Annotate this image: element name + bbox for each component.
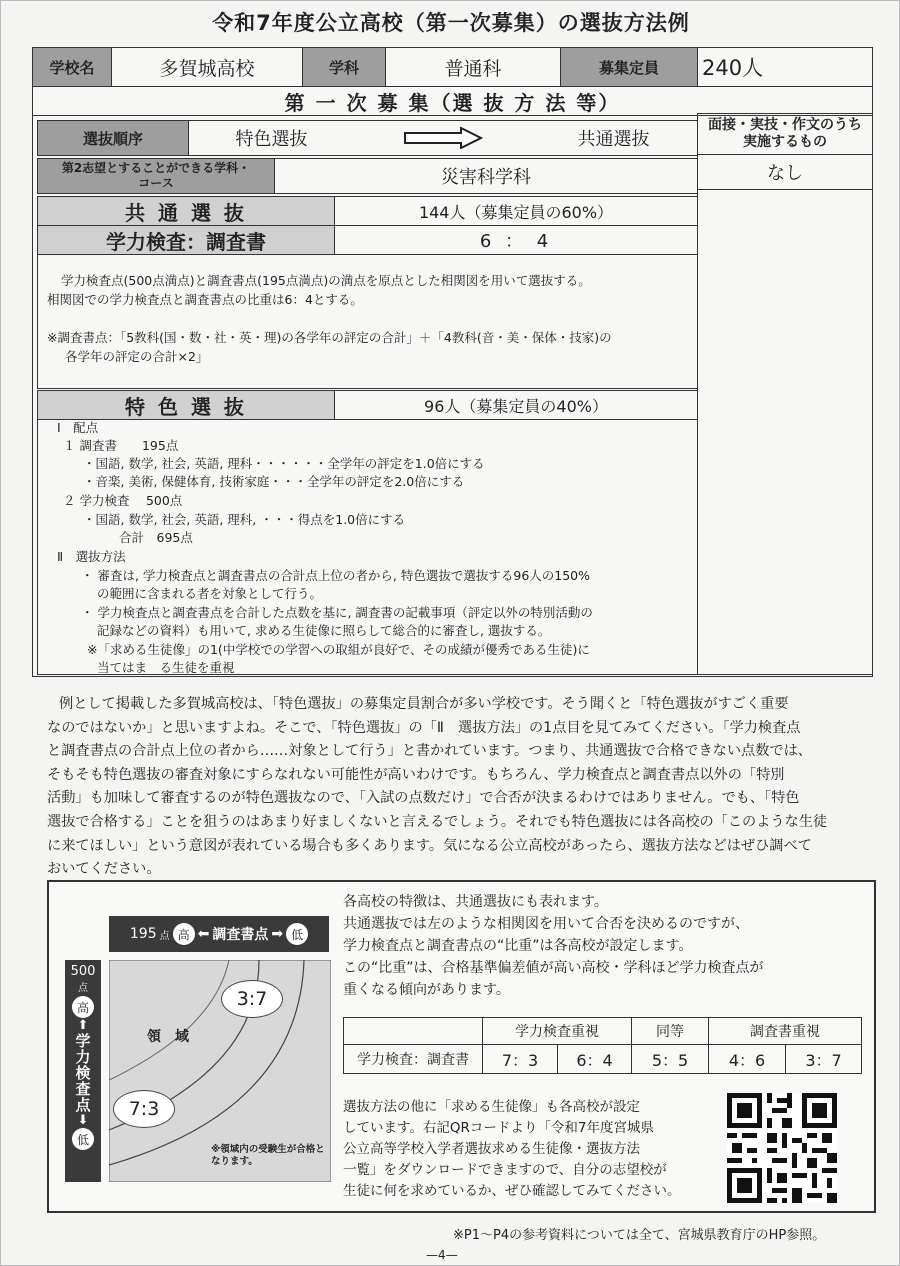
qr-line: しています。右記QRコードより「令和7年度宮城県 [343, 1120, 655, 1136]
special-line: の範囲に含まれる者を対象として行う。 [97, 586, 323, 601]
y-axis-max: 500 [70, 964, 96, 979]
second-choice-value: 災害科学科 [274, 158, 698, 194]
paragraph-line: 活動」も加味して審査するのが特色選抜なので、「入試の点数だけ」で合否が決まるわけではありません。でも、「特色 [47, 790, 800, 807]
common-ratio-label: 学力検査：調査書 [37, 225, 335, 255]
ratio-header-report: 調査書重視 [708, 1017, 862, 1045]
interview-value: なし [697, 154, 873, 190]
school-label: 学校名 [32, 47, 112, 87]
high-x-badge: 高 [173, 923, 195, 945]
order-row [188, 120, 698, 156]
special-line: Ⅱ 選抜方法 [57, 549, 126, 564]
school-name: 多賀城高校 [111, 47, 303, 87]
special-line: ・音楽, 美術, 保健体育, 技術家庭・・・全学年の評定を2.0倍にする [83, 474, 465, 489]
correlation-diagram [65, 914, 331, 1184]
explanation-paragraph [47, 693, 877, 882]
arrow-right-icon [403, 127, 483, 149]
common-line-4: 各学年の評定の合計×2」 [65, 349, 209, 364]
qr-line: 選抜方法の他に「求める生徒像」も各高校が設定 [343, 1099, 640, 1115]
special-line: ・国語, 数学, 社会, 英語, 理科・・・・・・全学年の評定を1.0倍にする [83, 456, 485, 471]
common-line-1: 学力検査点(500点満点)と調査書点(195点満点)の満点を原点とした相関図を用いて選抜する。 [61, 273, 591, 288]
y-axis-header [65, 960, 101, 1182]
paragraph-line: に来てほしい」という意図が表れている場合も多くあります。気になる公立高校があったら、選抜方法などはぜひ調べて [47, 837, 812, 854]
paragraph-line: と調査書点の合計点上位の者から……対象として行う」と書かれています。つまり、共通選抜で合格できない点数では、 [47, 743, 812, 760]
qr-line: 一覧」をダウンロードできますので、自分の志望校が [343, 1162, 667, 1178]
ratio-value: 5：5 [631, 1044, 709, 1074]
region-label: 領 域 [147, 1029, 189, 1045]
order-first: 特色選抜 [235, 129, 308, 150]
x-axis-max: 195 [129, 926, 157, 942]
capacity-value: 240人 [697, 47, 873, 87]
special-line: ・ 審査は, 学力検査点と調査書点の合計点上位の者から, 特色選抜で選抜する96人の150% [81, 568, 591, 583]
special-line: １ 調査書 195点 [63, 438, 179, 453]
bubble-3-7: 3:7 [221, 980, 283, 1018]
qr-line: 生徒に何を求めているか、ぜひ確認してみてください。 [343, 1183, 681, 1199]
common-label: 共 通 選 抜 [37, 196, 335, 226]
qr-line: 公立高等学校入学者選抜求める生徒像・選抜方法 [343, 1141, 640, 1157]
arrow-down-icon: ⬇ [77, 1113, 89, 1128]
explain-line: この“比重”は、合格基準偏差値が高い高校・学科ほど学力検査点が [343, 960, 764, 976]
special-line: ・国語, 数学, 社会, 英語, 理科, ・・・得点を1.0倍にする [83, 512, 406, 527]
section-title: 第 一 次 募 集（選 抜 方 法 等） [32, 86, 873, 116]
qr-code-icon[interactable] [727, 1093, 837, 1203]
x-axis-label: 調査書点 [212, 927, 269, 943]
paragraph-line: 例として掲載した多賀城高校は、「特色選抜」の募集定員割合が多い学校です。そう聞くと「特色選抜がすごく重要 [59, 696, 789, 712]
y-axis-unit: 点 [78, 983, 88, 994]
interview-column [697, 189, 873, 675]
course-label: 学科 [302, 47, 386, 87]
order-label: 選抜順序 [37, 120, 189, 156]
ratio-header-equal: 同等 [631, 1017, 709, 1045]
special-line: 記録などの資料）も用いて, 求める生徒像に照らして総合的に審査し, 選抜する。 [97, 623, 551, 638]
x-axis-unit: 点 [159, 930, 170, 942]
paragraph-line: そもそも特色選抜の審査対象にすらなれない可能性が高いわけです。もちろん、学力検査点と調査書点以外の「特別 [47, 766, 785, 783]
footnote: ※P1～P4の参考資料については全て、宮城県教育庁のHP参照。 [453, 1228, 826, 1243]
arrow-up-icon: ⬆ [77, 1018, 89, 1033]
special-label: 特 色 選 抜 [37, 390, 335, 420]
page-title: 令和7年度公立高校（第一次募集）の選抜方法例 [212, 11, 690, 35]
course-name: 普通科 [385, 47, 561, 87]
special-count: 96人（募集定員の40%） [334, 390, 698, 420]
ratio-value: 6：4 [557, 1044, 632, 1074]
common-line-3: ※調査書点：「5教科(国・数・社・英・理)の各学年の評定の合計」＋「4教科(音・美・保体・技家)の [47, 330, 612, 345]
arrow-right-icon: ➡ [271, 926, 284, 942]
interview-label: 面接・実技・作文のうち実施するもの [697, 113, 873, 155]
special-line: 合計 695点 [119, 530, 193, 545]
special-line: Ⅰ 配点 [57, 420, 99, 435]
ratio-value: 4：6 [708, 1044, 786, 1074]
special-line: ※「求める生徒像」の1(中学校での学習への取組が良好で、その成績が優秀である生徒)に [87, 642, 590, 657]
page-number: —4— [426, 1248, 458, 1262]
x-axis-header [109, 916, 329, 952]
paragraph-line: 選抜で合格する」ことを狙うのはあまり好ましくないと言えるでしょう。それでも特色選抜には各高校の「このような生徒 [47, 813, 828, 830]
order-second: 共通選抜 [577, 129, 650, 150]
high-y-badge: 高 [72, 996, 94, 1018]
special-line: ２ 学力検査 500点 [63, 493, 183, 508]
ratio-value: 3：7 [785, 1044, 862, 1074]
common-line-2: 相関図での学力検査点と調査書点の比重は6：4とする。 [47, 292, 363, 307]
ratio-value: 7：3 [482, 1044, 558, 1074]
diagram-note: ※領域内の受験生が合格となります。 [211, 1144, 325, 1167]
special-line: ・ 学力検査点と調査書点を合計した点数を基に, 調査書の記載事項（評定以外の特別活動の [81, 605, 593, 620]
bubble-7-3: 7:3 [113, 1090, 175, 1128]
ratio-row-label: 学力検査：調査書 [343, 1044, 483, 1074]
explain-line: 学力検査点と調査書点の“比重”は各高校が設定します。 [343, 938, 693, 954]
paragraph-line: おいてください。 [47, 861, 161, 878]
y-axis-label: 学力検査点 [73, 1033, 92, 1113]
ratio-header-academic: 学力検査重視 [482, 1017, 632, 1045]
special-line: 当てはま る生徒を重視 [97, 660, 235, 675]
ratio-header-empty [343, 1017, 483, 1045]
explain-line: 重くなる傾向があります。 [343, 982, 510, 998]
explain-line: 共通選抜では左のような相関図を用いて合否を決めるのですが、 [343, 916, 749, 932]
arrow-left-icon: ⬅ [197, 926, 210, 942]
low-x-badge: 低 [286, 923, 308, 945]
capacity-label: 募集定員 [560, 47, 698, 87]
explain-line: 各高校の特徴は、共通選抜にも表れます。 [343, 894, 608, 910]
second-choice-label: 第2志望とすることができる学科・コース [37, 158, 275, 194]
low-y-badge: 低 [72, 1128, 94, 1150]
paragraph-line: なのではないか」と思いますよね。そこで、「特色選抜」の「Ⅱ 選抜方法」の1点目を見てみてください。「学力検査点 [47, 719, 801, 736]
common-count: 144人（募集定員の60%） [334, 196, 698, 226]
common-ratio-value: 6 ： 4 [334, 225, 698, 255]
